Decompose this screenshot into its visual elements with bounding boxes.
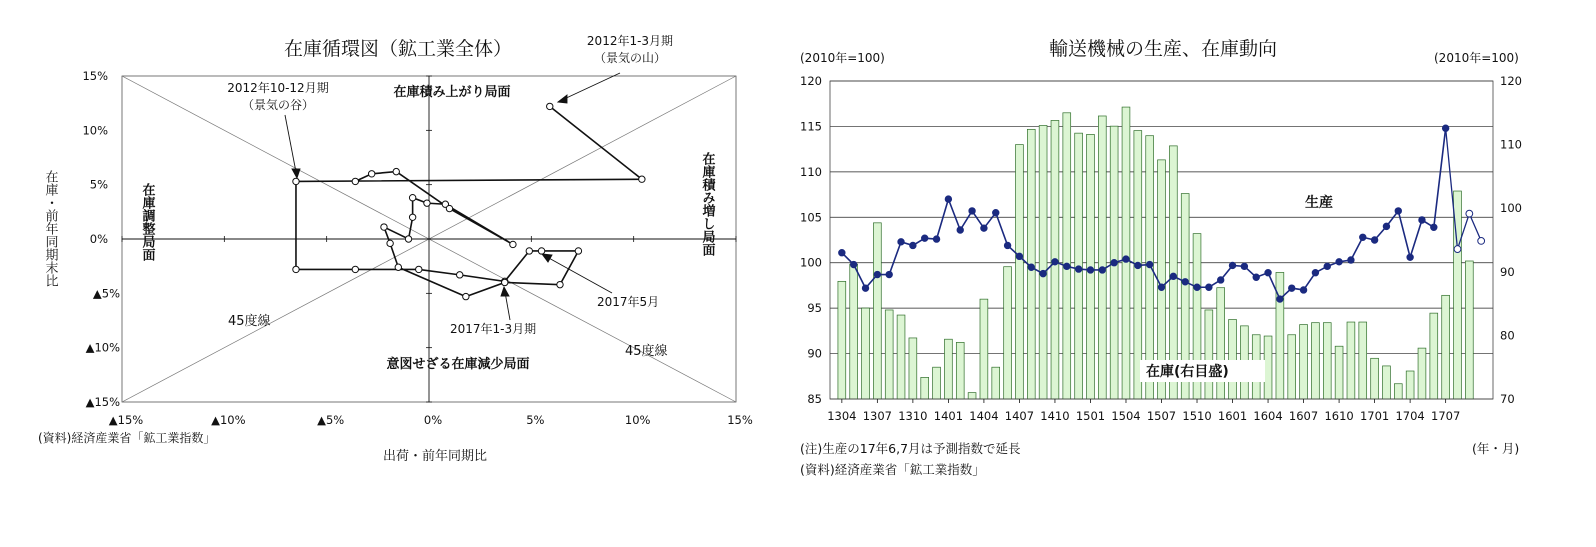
inventory-bar xyxy=(1229,320,1237,400)
production-point xyxy=(1135,262,1141,268)
production-point xyxy=(862,285,868,291)
cycle-point xyxy=(526,248,532,254)
cycle-point xyxy=(424,200,430,206)
right-y-tick-label: 100 xyxy=(1500,201,1522,216)
production-point xyxy=(922,235,928,241)
annotation-q1-2017: 2017年1-3月期 xyxy=(450,322,537,336)
left-y-tick-label: 100 xyxy=(800,255,822,270)
production-point xyxy=(898,239,904,245)
inventory-bar xyxy=(1004,267,1012,399)
cycle-point xyxy=(393,168,399,174)
left-y-tick-label: 110 xyxy=(800,164,822,179)
production-point xyxy=(1241,263,1247,269)
inventory-bar xyxy=(1383,366,1391,399)
production-point xyxy=(945,196,951,202)
production-point xyxy=(1075,266,1081,272)
production-point xyxy=(933,236,939,242)
production-point xyxy=(1194,284,1200,290)
x-tick-label: 1307 xyxy=(862,409,892,423)
production-point xyxy=(1454,246,1461,253)
production-point xyxy=(1182,279,1188,285)
cycle-point xyxy=(547,103,553,109)
production-point xyxy=(1229,262,1235,268)
production-point xyxy=(1383,223,1389,229)
x-tick-label: 1310 xyxy=(898,409,928,423)
production-point xyxy=(1478,238,1485,245)
production-point xyxy=(969,208,975,214)
cycle-point xyxy=(405,236,411,242)
inventory-bar xyxy=(1323,323,1331,399)
x-tick-label: 1410 xyxy=(1040,409,1070,423)
production-point xyxy=(839,250,845,256)
right-source-note: (資料)経済産業省「鉱工業指数」 xyxy=(800,462,985,477)
right-y-tick-label: 70 xyxy=(1500,392,1515,406)
cycle-trajectory xyxy=(296,106,642,296)
production-point xyxy=(1170,273,1176,279)
x-tick-label: 1604 xyxy=(1253,409,1283,423)
inventory-series-label: 在庫(右目盛) xyxy=(1146,364,1229,380)
inventory-bar xyxy=(1359,322,1367,399)
inventory-bar xyxy=(1039,126,1047,399)
inventory-bar xyxy=(1217,288,1225,399)
x-tick-label: ▲5% xyxy=(317,413,345,427)
x-tick-label: 1704 xyxy=(1395,409,1425,423)
annotation-peak-line2: （景気の山） xyxy=(593,51,667,65)
inventory-bar xyxy=(1016,145,1024,399)
x-tick-label: 1601 xyxy=(1217,409,1248,423)
x-tick-label: 1504 xyxy=(1111,409,1141,423)
inventory-bar xyxy=(944,339,952,399)
inventory-bar xyxy=(968,393,976,399)
production-point xyxy=(1004,242,1010,248)
inventory-bar xyxy=(909,338,917,399)
x-tick-label: 1507 xyxy=(1146,409,1177,423)
cycle-point xyxy=(446,205,452,211)
production-point xyxy=(1348,257,1354,263)
left-y-tick-label: 85 xyxy=(807,392,822,406)
x-tick-label: 15% xyxy=(727,413,753,427)
inventory-bar xyxy=(1205,310,1213,399)
inventory-bar xyxy=(1335,346,1343,399)
annotation-trough-line2: （景気の谷） xyxy=(241,98,315,112)
inventory-bar xyxy=(1300,325,1308,399)
inventory-bar xyxy=(838,281,846,399)
production-point xyxy=(1146,261,1152,267)
inventory-bar xyxy=(850,264,858,399)
production-point xyxy=(1265,270,1271,276)
inventory-bar xyxy=(1465,261,1473,399)
cycle-point xyxy=(387,240,393,246)
right-note: (注)生産の17年6,7月は予測指数で延長 xyxy=(800,441,1021,456)
left-y-tick-label: 95 xyxy=(807,301,822,316)
x-tick-label: 1407 xyxy=(1004,409,1035,423)
inventory-bar xyxy=(1394,384,1402,399)
inventory-bar xyxy=(1264,336,1272,399)
production-point xyxy=(1217,277,1223,283)
production-point xyxy=(957,227,963,233)
production-point xyxy=(1360,234,1366,240)
x-tick-label: 10% xyxy=(624,413,651,427)
left-y-tick-label: 115 xyxy=(800,119,822,134)
x-tick-label: 1610 xyxy=(1324,409,1354,423)
phase-label-top: 在庫積み上がり局面 xyxy=(393,85,511,100)
left-source-note: (資料)経済産業省「鉱工業指数」 xyxy=(38,431,216,445)
cycle-point xyxy=(293,178,299,184)
cycle-point xyxy=(293,266,299,272)
inventory-bar xyxy=(956,342,964,399)
right-y-tick-label: 80 xyxy=(1500,328,1515,343)
right-right-unit: (2010年=100) xyxy=(1434,51,1519,65)
y-tick-label: 0% xyxy=(89,232,108,246)
inventory-bar xyxy=(897,315,905,399)
inventory-bar xyxy=(1347,322,1355,399)
cycle-point xyxy=(538,248,544,254)
left-y-tick-label: 90 xyxy=(807,346,822,361)
cycle-point xyxy=(352,266,358,272)
cycle-point xyxy=(510,241,516,247)
production-point xyxy=(1300,287,1306,293)
right-unit-note: (年・月) xyxy=(1472,441,1520,456)
inventory-bar xyxy=(1288,335,1296,399)
production-point xyxy=(1277,296,1283,302)
x-tick-label: ▲15% xyxy=(108,413,144,427)
inventory-bar xyxy=(933,367,941,399)
x-tick-label: 1607 xyxy=(1288,409,1319,423)
production-point xyxy=(1466,210,1473,217)
left-y-axis-label: 在庫・前年同期末比 xyxy=(42,170,58,287)
production-point xyxy=(1099,267,1105,273)
cycle-point xyxy=(352,178,358,184)
production-point xyxy=(1052,259,1058,265)
production-point xyxy=(1289,285,1295,291)
y-tick-label: 10% xyxy=(82,123,108,138)
cycle-point xyxy=(368,171,374,177)
right-left-unit: (2010年=100) xyxy=(800,51,885,65)
annotation-may-2017: 2017年5月 xyxy=(597,295,660,309)
production-series-label: 生産 xyxy=(1305,195,1333,211)
left-chart-title: 在庫循環図（鉱工業全体） xyxy=(283,38,513,60)
x-tick-label: 1401 xyxy=(933,409,964,423)
production-point xyxy=(1431,224,1437,230)
transport-machinery-chart xyxy=(800,38,1522,477)
cycle-point xyxy=(395,264,401,270)
production-point xyxy=(1111,260,1117,266)
arrow-peak xyxy=(562,73,620,100)
y-tick-label: ▲15% xyxy=(85,395,120,409)
production-point xyxy=(1206,284,1212,290)
cycle-point xyxy=(381,224,387,230)
inventory-cycle-chart xyxy=(38,33,753,464)
phase-label-right: 在庫積み増し局面 xyxy=(699,152,715,256)
x-tick-label: 1701 xyxy=(1359,409,1390,423)
y-tick-label: 5% xyxy=(89,177,108,192)
x-tick-label: 0% xyxy=(423,413,443,427)
arrow-may-head xyxy=(542,254,552,262)
inventory-bar xyxy=(1418,348,1426,399)
cycle-point xyxy=(409,195,415,201)
x-tick-label: 1501 xyxy=(1075,409,1106,423)
x-tick-label: 5% xyxy=(526,413,545,427)
inventory-bar xyxy=(873,223,881,399)
production-point xyxy=(1253,274,1259,280)
production-point xyxy=(910,242,916,248)
cycle-point xyxy=(557,281,563,287)
left-y-tick-label: 120 xyxy=(800,74,822,88)
production-point xyxy=(1419,217,1425,223)
arrow-q1-head xyxy=(501,287,509,296)
inventory-bar xyxy=(1122,107,1130,399)
right-chart-title: 輸送機械の生産、在庫動向 xyxy=(1048,38,1278,60)
y-tick-label: 15% xyxy=(82,69,108,83)
left-y-tick-label: 105 xyxy=(800,210,822,225)
cycle-point xyxy=(457,272,463,278)
y-tick-label: ▲10% xyxy=(85,340,120,355)
cycle-point xyxy=(463,293,469,299)
production-point xyxy=(1040,270,1046,276)
x-tick-label: 1707 xyxy=(1431,409,1461,423)
production-point xyxy=(993,210,999,216)
phase-label-left: 在庫調整局面 xyxy=(139,183,155,261)
left-tick-labels xyxy=(82,69,752,427)
cycle-point xyxy=(502,279,508,285)
production-point xyxy=(886,271,892,277)
inventory-bar xyxy=(885,310,893,399)
production-point xyxy=(1158,284,1164,290)
inventory-bar xyxy=(862,308,870,399)
production-point xyxy=(1016,253,1022,259)
production-point xyxy=(1442,125,1448,131)
production-point xyxy=(1336,259,1342,265)
inventory-bar xyxy=(1098,116,1106,399)
cycle-point xyxy=(639,176,645,182)
cycle-point xyxy=(416,266,422,272)
inventory-bar xyxy=(1430,313,1438,399)
inventory-bar xyxy=(980,299,988,399)
left-x-axis-label: 出荷・前年同期比 xyxy=(382,449,488,464)
production-point xyxy=(981,225,987,231)
right-y-tick-label: 120 xyxy=(1500,74,1522,88)
annotation-arrows xyxy=(285,73,620,320)
production-point xyxy=(1395,208,1401,214)
arrow-trough-head xyxy=(292,169,300,178)
inventory-bar xyxy=(1371,358,1379,399)
cycle-point xyxy=(409,214,415,220)
production-line-projected xyxy=(1446,128,1482,249)
production-point xyxy=(1064,263,1070,269)
production-point xyxy=(1087,267,1093,273)
inventory-bar xyxy=(1406,371,1414,399)
cycle-point xyxy=(575,248,581,254)
production-point xyxy=(1123,256,1129,262)
right-y-tick-label: 90 xyxy=(1500,264,1515,279)
inventory-bar xyxy=(1063,113,1071,399)
diagonal-label-upper: 45度線 xyxy=(228,314,271,329)
x-tick-label: ▲10% xyxy=(211,413,246,427)
annotation-peak-line1: 2012年1-3月期 xyxy=(586,34,674,48)
production-point xyxy=(1312,270,1318,276)
arrow-may xyxy=(547,257,612,293)
inventory-bar xyxy=(1442,295,1450,399)
production-point xyxy=(850,261,856,267)
diagonal-label-lower: 45度線 xyxy=(625,344,668,359)
annotation-trough-line1: 2012年10-12月期 xyxy=(227,81,329,95)
y-tick-label: ▲5% xyxy=(92,286,120,301)
right-y-tick-label: 110 xyxy=(1500,137,1522,152)
x-tick-label: 1510 xyxy=(1182,409,1212,423)
left-cycle-path xyxy=(293,103,645,300)
production-point xyxy=(1407,254,1413,260)
x-tick-label: 1304 xyxy=(827,409,857,423)
inventory-bar xyxy=(1312,323,1320,399)
inventory-bar xyxy=(992,367,1000,399)
arrow-peak-head xyxy=(558,95,567,103)
production-point xyxy=(874,271,880,277)
phase-label-bottom: 意図せざる在庫減少局面 xyxy=(386,357,530,372)
inventory-bar xyxy=(921,377,929,399)
production-point xyxy=(1324,263,1330,269)
production-line-actual xyxy=(842,128,1446,299)
production-point xyxy=(1028,264,1034,270)
x-tick-label: 1404 xyxy=(969,409,999,423)
production-point xyxy=(1371,237,1377,243)
inventory-bars xyxy=(838,107,1473,399)
